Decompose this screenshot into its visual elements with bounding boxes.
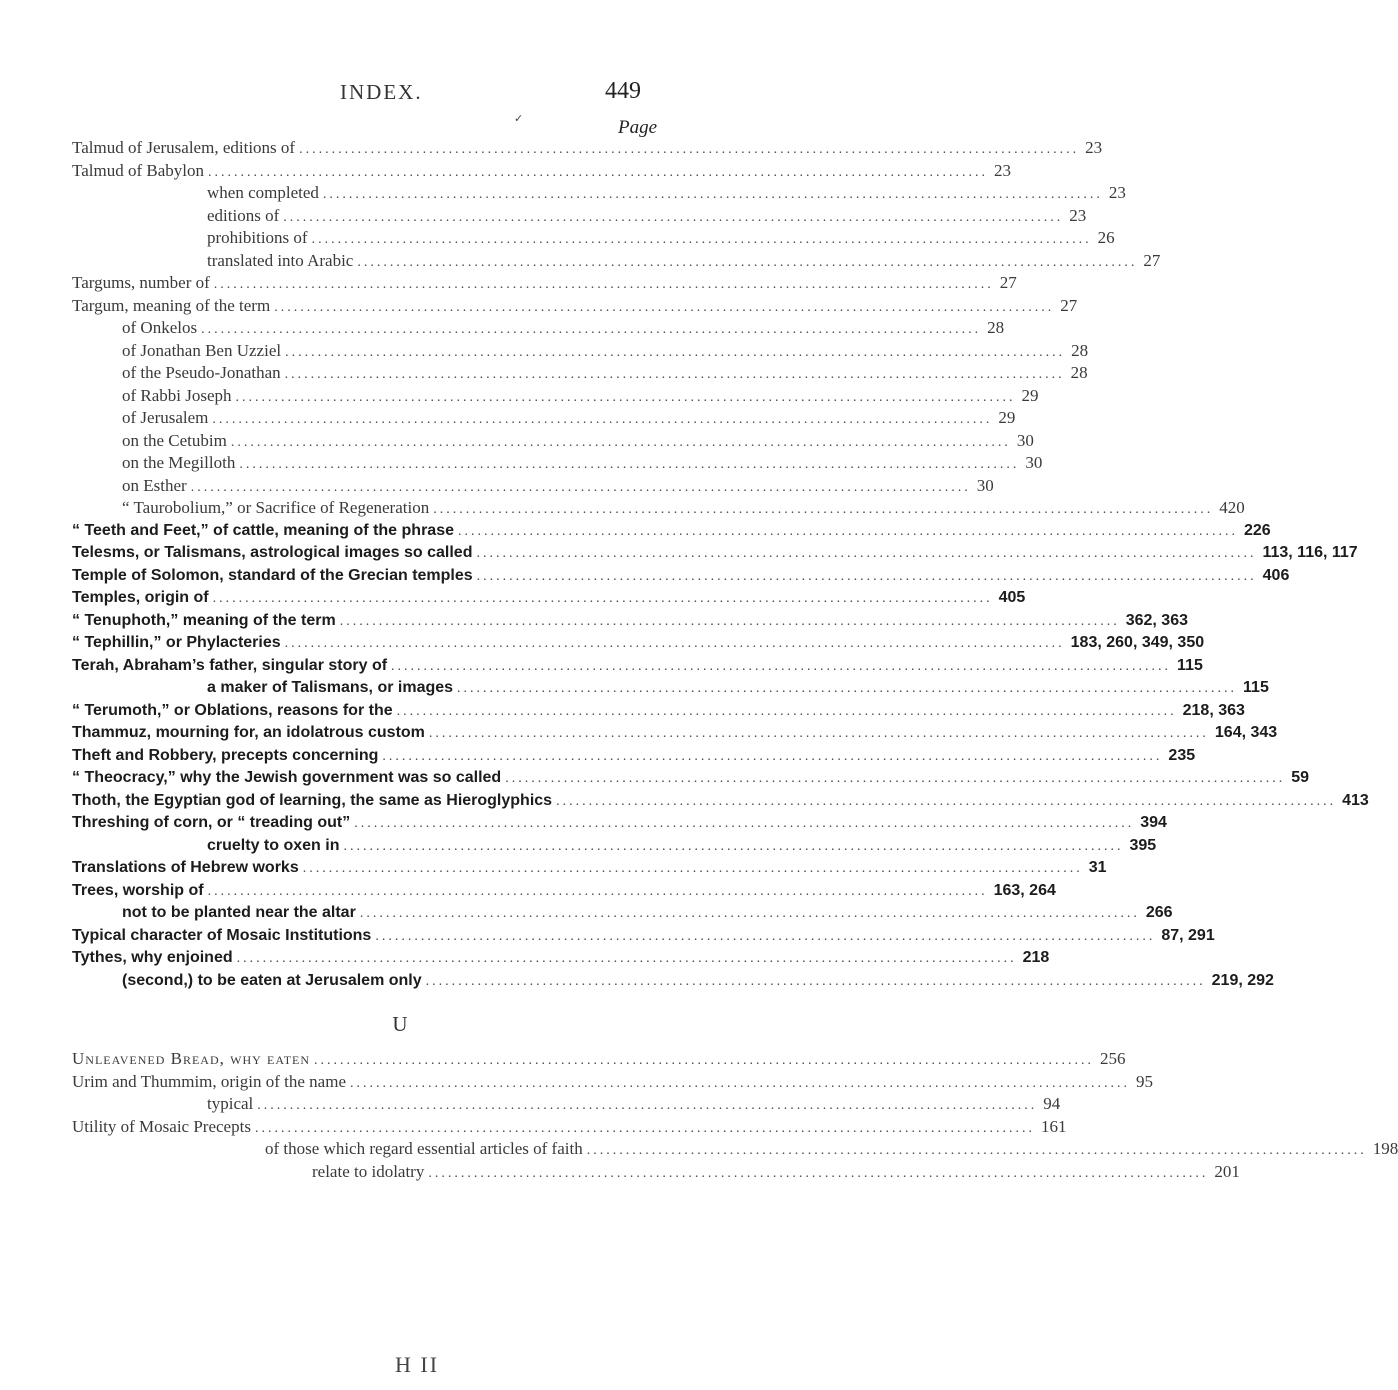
entry-pages: 28 (1071, 340, 1089, 360)
entry-label: Trees, worship of (72, 881, 204, 899)
leader-dots: ........................................................................................................................ (505, 771, 1286, 786)
entry-pages: 362, 363 (1125, 611, 1188, 629)
entry-label: Typical character of Mosaic Institutions (72, 926, 372, 944)
leader-dots: ........................................................................................................................ (425, 973, 1206, 989)
index-entry (0, 452, 1043, 475)
leader-dots: ........................................................................................................................ (239, 457, 1020, 472)
index-entry (0, 587, 1026, 610)
leader-dots: ........................................................................................................................ (236, 951, 1017, 966)
index-entry (0, 295, 1078, 318)
entry-pages: 395 (1129, 836, 1157, 854)
entry-pages: 420 (1219, 498, 1245, 517)
entry-label: “ Tenuphoth,” meaning of the term (72, 611, 336, 629)
leader-dots: ........................................................................................................................ (314, 1053, 1095, 1068)
entry-label: Urim and Thummim, origin of the name (72, 1071, 347, 1091)
entry-label: Threshing of corn, or “ treading out” (72, 814, 351, 831)
entry-label: typical (207, 1094, 254, 1113)
entry-label: “ Tephillin,” or Phylacteries (72, 634, 281, 651)
leader-dots: ........................................................................................................................ (391, 658, 1172, 674)
entry-label: Temples, origin of (72, 589, 209, 606)
index-entry (0, 565, 1290, 588)
entry-label: “ Theocracy,” why the Jewish government was so called (72, 769, 502, 786)
index-entry (0, 925, 1215, 948)
entry-pages: 87, 291 (1161, 926, 1215, 944)
leader-dots: ........................................................................................................................ (433, 502, 1214, 517)
entry-label: “ Taurobolium,” or Sacrifice of Regeneration (122, 498, 430, 517)
index-entry (0, 812, 1167, 835)
entry-label: Thammuz, mourning for, an idolatrous custom (72, 724, 425, 741)
entry-pages: 161 (1040, 1116, 1067, 1136)
entry-pages: 115 (1177, 656, 1203, 674)
leader-dots: ........................................................................................................................ (322, 187, 1103, 202)
entry-pages: 266 (1145, 904, 1173, 921)
leader-dots: ........................................................................................................................ (257, 1098, 1038, 1113)
entry-pages: 163, 264 (993, 881, 1056, 899)
entry-label: of Onkelos (122, 318, 198, 337)
entry-label: of Jerusalem (122, 408, 209, 427)
entry-label: Temple of Solomon, standard of the Grecian temples (72, 566, 473, 584)
index-entry (0, 1116, 1067, 1139)
index-entry (0, 677, 1269, 700)
entry-label: when completed (207, 183, 319, 202)
section-letter-u: U (392, 1012, 408, 1036)
leader-dots: ........................................................................................................................ (476, 568, 1257, 584)
index-entry (0, 1093, 1061, 1116)
entry-label: Targum, meaning of the term (72, 295, 271, 315)
index-entry (0, 362, 1088, 385)
entry-label: not to be planted near the altar (122, 904, 356, 921)
leader-dots: ........................................................................................................................ (254, 1120, 1035, 1136)
entry-pages: 23 (1108, 183, 1126, 202)
index-entry (0, 700, 1245, 723)
entry-label: prohibitions of (207, 228, 308, 247)
entry-label: relate to idolatry (312, 1161, 425, 1181)
index-entry (0, 1138, 1398, 1161)
leader-dots: ........................................................................................................................ (359, 906, 1140, 921)
entry-label: of the Pseudo-Jonathan (122, 363, 281, 382)
index-entry (0, 430, 1034, 453)
leader-dots: ........................................................................................................................ (207, 164, 988, 180)
leader-dots: ........................................................................................................................ (284, 636, 1065, 651)
entry-pages: 30 (1016, 430, 1034, 450)
entry-pages: 394 (1140, 814, 1167, 831)
index-entry (0, 317, 1005, 340)
entry-pages: 31 (1088, 859, 1107, 876)
entry-pages: 113, 116, 117 (1262, 544, 1358, 561)
index-entry (0, 542, 1358, 565)
entry-pages: 95 (1136, 1071, 1154, 1091)
entry-label: Thoth, the Egyptian god of learning, the same as Hieroglyphics (72, 791, 553, 809)
index-entry (0, 227, 1115, 250)
entry-pages: 94 (1043, 1094, 1061, 1113)
index-entry (0, 857, 1107, 880)
entry-pages: 218 (1022, 949, 1050, 966)
index-entries-t (0, 137, 1369, 992)
leader-dots: ........................................................................................................................ (283, 209, 1064, 225)
leader-dots: ........................................................................................................................ (201, 322, 982, 337)
entry-pages: 406 (1262, 566, 1290, 584)
index-entry (0, 902, 1173, 925)
leader-dots: ........................................................................................................................ (285, 344, 1066, 360)
entry-pages: 164, 343 (1214, 724, 1278, 741)
index-entry (0, 385, 1039, 408)
leader-dots: ........................................................................................................................ (354, 816, 1135, 831)
entry-label: translated into Arabic (207, 250, 354, 270)
leader-dots: ........................................................................................................................ (235, 389, 1016, 405)
signature-mark: H II (395, 1352, 440, 1377)
entry-label: “ Terumoth,” or Oblations, reasons for the (72, 701, 393, 719)
leader-dots: ........................................................................................................................ (190, 479, 971, 495)
entry-label: a maker of Talismans, or images (207, 679, 454, 696)
leader-dots: ........................................................................................................................ (230, 434, 1011, 450)
index-entry (0, 632, 1205, 655)
leader-dots: ........................................................................................................................ (339, 613, 1120, 629)
leader-dots: ........................................................................................................................ (274, 299, 1055, 315)
index-entry (0, 745, 1196, 768)
entry-pages: 256 (1100, 1049, 1126, 1068)
leader-dots: ........................................................................................................................ (207, 883, 988, 899)
index-entry (0, 137, 1103, 160)
entry-label: Unleavened Bread, why eaten (72, 1049, 311, 1068)
entry-label: Tythes, why enjoined (72, 949, 233, 966)
leader-dots: ........................................................................................................................ (350, 1075, 1131, 1091)
entry-pages: 23 (1069, 205, 1087, 225)
leader-dots: ........................................................................................................................ (457, 523, 1238, 539)
index-entry (0, 497, 1245, 520)
index-entry (0, 475, 994, 498)
index-entry (0, 340, 1089, 363)
leader-dots: ........................................................................................................................ (556, 793, 1337, 809)
index-entry (0, 655, 1203, 678)
index-entry (0, 880, 1056, 903)
index-entry (0, 160, 1011, 183)
entry-pages: 27 (1143, 250, 1161, 270)
entry-pages: 201 (1214, 1161, 1240, 1181)
entry-label: Translations of Hebrew works (72, 859, 299, 876)
index-entry (0, 250, 1161, 273)
leader-dots: ........................................................................................................................ (213, 277, 994, 292)
leader-dots: ........................................................................................................................ (311, 232, 1092, 247)
leader-dots: ........................................................................................................................ (428, 726, 1209, 741)
entry-label: Telesms, or Talismans, astrological images so called (72, 544, 473, 561)
entry-pages: 27 (1060, 295, 1078, 315)
entry-label: Terah, Abraham’s father, singular story of (72, 656, 388, 674)
index-entry (0, 835, 1157, 858)
index-entry (0, 182, 1126, 205)
leader-dots: ........................................................................................................................ (457, 681, 1238, 696)
entry-pages: 28 (1070, 363, 1088, 382)
entry-label: Theft and Robbery, precepts concerning (72, 746, 379, 764)
page-header (0, 80, 800, 110)
index-entries-u (0, 1048, 1398, 1183)
entry-label: “ Teeth and Feet,” of cattle, meaning of the phrase (72, 521, 454, 539)
entry-pages: 28 (987, 318, 1005, 337)
leader-dots: ........................................................................................................................ (302, 861, 1083, 876)
entry-pages: 59 (1291, 769, 1309, 786)
entry-pages: 405 (998, 589, 1026, 606)
leader-dots: ........................................................................................................................ (343, 838, 1124, 854)
index-entry (0, 205, 1087, 228)
leader-dots: ........................................................................................................................ (396, 703, 1177, 719)
index-entry (0, 1048, 1126, 1071)
entry-label: on the Megilloth (122, 453, 236, 472)
entry-pages: 29 (998, 408, 1016, 427)
entry-label: cruelty to oxen in (207, 836, 340, 854)
entry-pages: 226 (1243, 521, 1271, 539)
leader-dots: ........................................................................................................................ (284, 367, 1065, 382)
page-number: 449 (605, 78, 641, 104)
entry-pages: 413 (1342, 791, 1369, 809)
entry-label: Utility of Mosaic Precepts (72, 1116, 251, 1136)
entry-label: on Esther (122, 475, 187, 495)
entry-label: of Jonathan Ben Uzziel (122, 340, 282, 360)
index-entry (0, 407, 1016, 430)
entry-pages: 218, 363 (1182, 701, 1245, 719)
page-column-label: Page (618, 117, 658, 138)
leader-dots: ........................................................................................................................ (428, 1165, 1209, 1181)
entry-pages: 115 (1243, 679, 1269, 696)
index-entry (0, 520, 1271, 543)
leader-dots: ........................................................................................................................ (357, 254, 1138, 270)
leader-dots: ........................................................................................................................ (299, 142, 1080, 157)
entry-label: Targums, number of (72, 273, 210, 292)
entry-label: of those which regard essential articles of faith (265, 1139, 583, 1158)
index-entry (0, 1161, 1240, 1184)
index-entry (0, 947, 1050, 970)
entry-label: Talmud of Jerusalem, editions of (72, 138, 296, 157)
leader-dots: ........................................................................................................................ (476, 546, 1257, 561)
entry-pages: 30 (976, 475, 994, 495)
index-entry (0, 1071, 1154, 1094)
entry-label: on the Cetubim (122, 430, 227, 450)
entry-label: editions of (207, 205, 280, 225)
entry-pages: 27 (999, 273, 1017, 292)
entry-pages: 30 (1025, 453, 1043, 472)
index-entry (0, 970, 1274, 993)
leader-dots: ........................................................................................................................ (212, 591, 993, 606)
running-title: INDEX. (340, 80, 423, 104)
index-entry (0, 272, 1017, 295)
entry-pages: 23 (993, 160, 1011, 180)
entry-pages: 29 (1021, 385, 1039, 405)
entry-pages: 23 (1085, 138, 1103, 157)
index-entry (0, 790, 1369, 813)
index-entry (0, 722, 1278, 745)
entry-pages: 198 (1372, 1139, 1398, 1158)
entry-label: (second,) to be eaten at Jerusalem only (122, 971, 422, 989)
entry-pages: 183, 260, 349, 350 (1070, 634, 1205, 651)
index-entry (0, 610, 1188, 633)
leader-dots: ........................................................................................................................ (212, 412, 993, 427)
index-entry (0, 767, 1309, 790)
leader-dots: ........................................................................................................................ (382, 748, 1163, 764)
entry-pages: 219, 292 (1211, 971, 1274, 989)
entry-pages: 235 (1168, 746, 1196, 764)
leader-dots: ........................................................................................................................ (375, 928, 1156, 944)
entry-label: Talmud of Babylon (72, 160, 204, 180)
entry-label: of Rabbi Joseph (122, 385, 232, 405)
entry-pages: 26 (1097, 228, 1115, 247)
leader-dots: ........................................................................................................................ (586, 1143, 1367, 1158)
tick-mark: ✓ (514, 113, 524, 125)
